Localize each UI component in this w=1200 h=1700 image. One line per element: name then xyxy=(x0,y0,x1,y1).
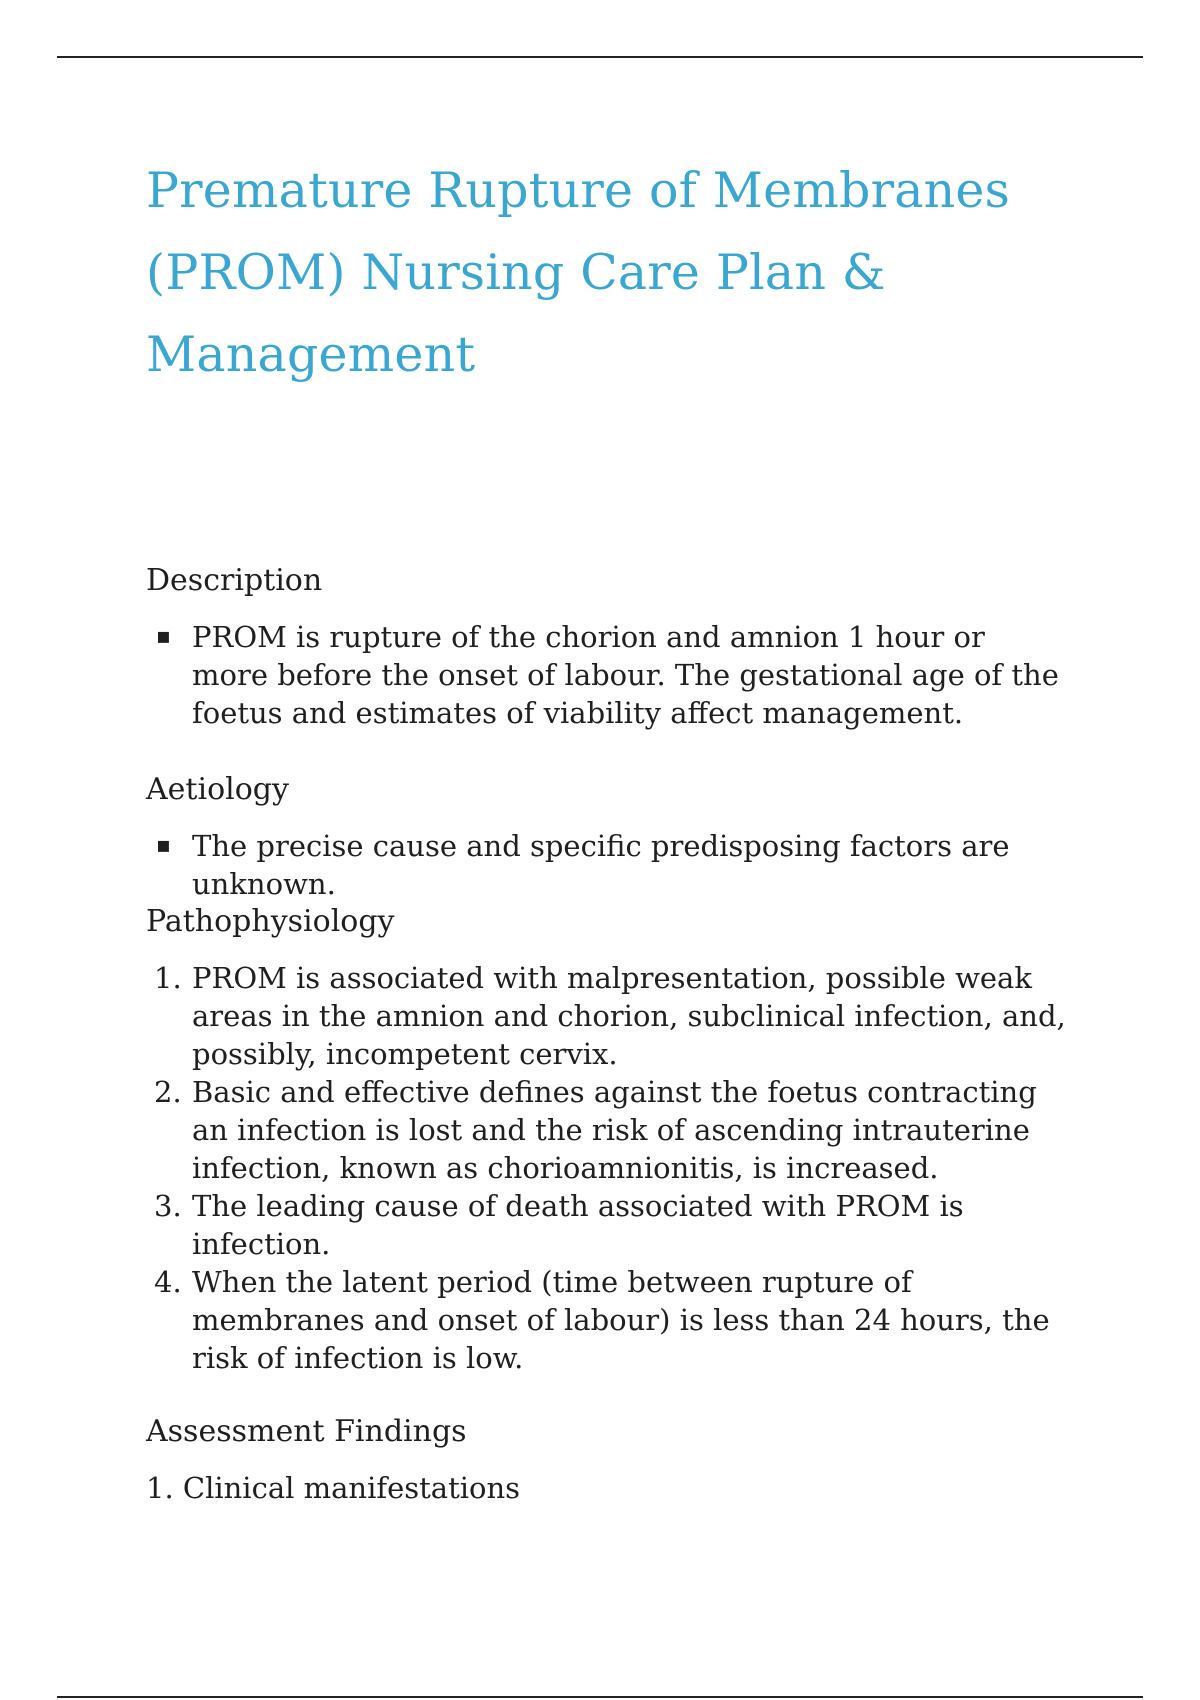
list-item-text: PROM is rupture of the chorion and amnion 1 hour or more before the onset of labour. The gestational age of the foetus and estimates of viability affect management. xyxy=(192,620,1059,730)
title-line-1: Premature Rupture of Membranes xyxy=(146,162,1010,219)
list-item xyxy=(146,959,1066,1073)
title-block xyxy=(146,150,1066,396)
list-item-text: PROM is associated with malpresentation, possible weak areas in the amnion and chorion, subclinical infection, and, possibly, incompetent cervix. xyxy=(192,961,1066,1071)
list-item xyxy=(146,1263,1066,1377)
title-line-3: Management xyxy=(146,326,476,383)
list-item-text: The leading cause of death associated with PROM is infection. xyxy=(192,1189,964,1261)
list-number: 1. xyxy=(146,1471,174,1505)
list-item xyxy=(146,1187,1066,1263)
bullet-marker: ▪ xyxy=(156,833,171,858)
list-item xyxy=(146,1073,1066,1187)
document-title xyxy=(146,150,1066,396)
section-heading-description: Description xyxy=(146,563,323,598)
section-heading-pathophysiology: Pathophysiology xyxy=(146,904,395,939)
bullet-marker: ▪ xyxy=(156,624,171,649)
section-description xyxy=(146,562,1066,732)
list-number: 3. xyxy=(154,1189,182,1223)
top-divider xyxy=(57,56,1143,58)
list-item xyxy=(146,827,1066,903)
list-number: 2. xyxy=(154,1075,182,1109)
list-item-text: The precise cause and specific predisposing factors are unknown. xyxy=(192,829,1010,901)
section-heading-assessment: Assessment Findings xyxy=(146,1414,467,1449)
list-number: 1. xyxy=(154,961,182,995)
list-number: 4. xyxy=(154,1265,182,1299)
description-list xyxy=(146,618,1066,732)
title-line-2: (PROM) Nursing Care Plan & xyxy=(146,244,886,301)
list-item-text: Clinical manifestations xyxy=(182,1471,521,1505)
list-item-text: When the latent period (time between rupture of membranes and onset of labour) is less than 24 hours, the risk of infection is low. xyxy=(192,1265,1050,1375)
list-item-text: Basic and effective defines against the foetus contracting an infection is lost and the risk of ascending intrauterine infection, known as chorioamnionitis, is increased. xyxy=(192,1075,1037,1185)
list-item xyxy=(146,618,1066,732)
section-pathophysiology xyxy=(146,903,1066,1377)
section-heading-aetiology: Aetiology xyxy=(146,772,289,807)
assessment-item xyxy=(146,1469,1066,1507)
section-aetiology xyxy=(146,771,1066,903)
section-assessment-findings xyxy=(146,1413,1066,1507)
aetiology-list xyxy=(146,827,1066,903)
pathophysiology-list xyxy=(146,959,1066,1377)
bottom-divider xyxy=(57,1696,1143,1698)
